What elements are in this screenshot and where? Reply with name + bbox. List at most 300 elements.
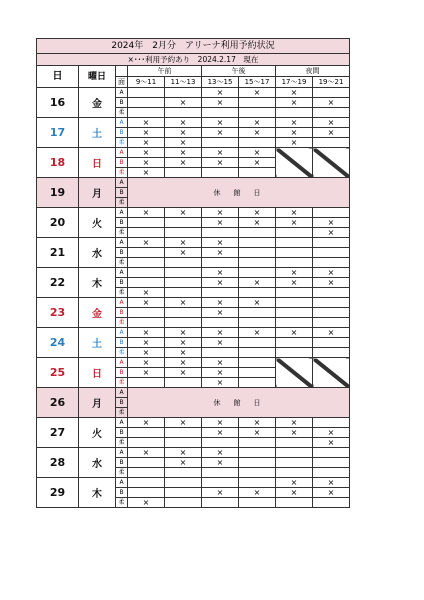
slot-cell: [239, 498, 276, 508]
slot-cell: [165, 318, 202, 328]
slot-cell: [165, 258, 202, 268]
slot-cell: [165, 478, 202, 488]
slot-cell: [313, 138, 350, 148]
table-body: [37, 88, 350, 508]
facility-label: 柔: [116, 228, 128, 238]
slot-cell: [313, 458, 350, 468]
table-row: [37, 448, 350, 458]
slot-cell: [239, 258, 276, 268]
slot-cell: ×: [239, 88, 276, 98]
unavailable-slot: [276, 148, 313, 178]
slot-cell: ×: [202, 328, 239, 338]
facility-label: A: [116, 358, 128, 368]
slot-cell: ×: [276, 488, 313, 498]
slot-cell: [165, 288, 202, 298]
slot-cell: [128, 108, 165, 118]
table-row: [37, 238, 350, 248]
slot-cell: ×: [202, 428, 239, 438]
weekday: 金: [79, 298, 116, 328]
facility-label: 柔: [116, 198, 128, 208]
slot-cell: [165, 428, 202, 438]
slot-cell: [313, 208, 350, 218]
slot-header: 13～15: [202, 77, 239, 88]
slot-cell: ×: [165, 138, 202, 148]
facility-label: B: [116, 338, 128, 348]
slot-cell: [239, 458, 276, 468]
slot-cell: [313, 288, 350, 298]
slot-cell: [313, 338, 350, 348]
facility-label: A: [116, 118, 128, 128]
day-number: 29: [37, 478, 79, 508]
slot-cell: ×: [239, 298, 276, 308]
slot-cell: [239, 358, 276, 368]
day-number: 20: [37, 208, 79, 238]
slot-cell: [239, 318, 276, 328]
slot-cell: ×: [165, 368, 202, 378]
slot-cell: ×: [202, 118, 239, 128]
table-row: [37, 268, 350, 278]
slot-cell: [239, 478, 276, 488]
slot-cell: ×: [202, 88, 239, 98]
slot-cell: ×: [276, 218, 313, 228]
slot-cell: ×: [313, 218, 350, 228]
slot-cell: ×: [165, 238, 202, 248]
slot-cell: [313, 258, 350, 268]
slot-cell: [276, 248, 313, 258]
slot-cell: [165, 218, 202, 228]
slot-cell: [128, 488, 165, 498]
slot-cell: ×: [202, 338, 239, 348]
facility-label: B: [116, 488, 128, 498]
facility-label: 柔: [116, 408, 128, 418]
weekday: 木: [79, 268, 116, 298]
slot-cell: [239, 368, 276, 378]
day-number: 16: [37, 88, 79, 118]
day-number: 26: [37, 388, 79, 418]
slot-cell: ×: [313, 438, 350, 448]
facility-label: B: [116, 278, 128, 288]
slot-cell: ×: [128, 158, 165, 168]
slot-cell: [276, 348, 313, 358]
slot-cell: [239, 238, 276, 248]
slot-cell: [276, 498, 313, 508]
facility-label: 柔: [116, 108, 128, 118]
day-number: 25: [37, 358, 79, 388]
facility-label: B: [116, 248, 128, 258]
slot-cell: ×: [165, 358, 202, 368]
slot-cell: [128, 438, 165, 448]
table-row: [37, 358, 350, 368]
slot-cell: ×: [165, 148, 202, 158]
facility-label: 柔: [116, 288, 128, 298]
weekday: 月: [79, 388, 116, 418]
slot-cell: ×: [313, 268, 350, 278]
slot-cell: ×: [313, 478, 350, 488]
slot-cell: ×: [202, 458, 239, 468]
slot-cell: ×: [128, 448, 165, 458]
slot-cell: ×: [239, 428, 276, 438]
slot-cell: [128, 278, 165, 288]
slot-cell: ×: [313, 98, 350, 108]
facility-label: 柔: [116, 468, 128, 478]
slot-cell: ×: [128, 238, 165, 248]
facility-label: A: [116, 478, 128, 488]
slot-cell: [202, 438, 239, 448]
slot-cell: ×: [313, 328, 350, 338]
slot-cell: ×: [128, 368, 165, 378]
slot-cell: [128, 228, 165, 238]
facility-label: B: [116, 218, 128, 228]
slot-cell: ×: [128, 498, 165, 508]
table-row: [37, 208, 350, 218]
col-facility-header: 面: [116, 77, 128, 88]
slot-cell: ×: [128, 168, 165, 178]
slot-cell: ×: [202, 448, 239, 458]
slot-cell: [239, 468, 276, 478]
slot-cell: [165, 378, 202, 388]
day-number: 18: [37, 148, 79, 178]
slot-cell: [202, 138, 239, 148]
table-row: [37, 388, 350, 398]
weekday: 水: [79, 448, 116, 478]
slot-cell: [276, 238, 313, 248]
slot-cell: ×: [202, 158, 239, 168]
unavailable-slot: [313, 358, 350, 388]
facility-label: 柔: [116, 498, 128, 508]
slot-cell: ×: [202, 488, 239, 498]
morning-header: 午前: [128, 66, 202, 77]
weekday: 火: [79, 208, 116, 238]
slot-cell: ×: [128, 418, 165, 428]
slot-cell: [165, 168, 202, 178]
slot-cell: [202, 478, 239, 488]
slot-cell: [165, 308, 202, 318]
slot-cell: ×: [165, 158, 202, 168]
slot-cell: [128, 98, 165, 108]
slot-cell: [165, 438, 202, 448]
slot-header: 17～19: [276, 77, 313, 88]
slot-cell: [313, 108, 350, 118]
facility-label: 柔: [116, 318, 128, 328]
slot-cell: [128, 248, 165, 258]
slot-cell: [276, 468, 313, 478]
slot-cell: [313, 318, 350, 328]
reservation-table: [36, 38, 350, 508]
slot-cell: ×: [202, 128, 239, 138]
slot-cell: [128, 318, 165, 328]
slot-cell: ×: [239, 488, 276, 498]
slot-cell: ×: [202, 378, 239, 388]
slot-cell: ×: [276, 478, 313, 488]
slot-cell: [128, 468, 165, 478]
slot-cell: ×: [128, 298, 165, 308]
slot-cell: [239, 168, 276, 178]
day-number: 23: [37, 298, 79, 328]
slot-cell: ×: [239, 128, 276, 138]
facility-label: 柔: [116, 378, 128, 388]
slot-cell: ×: [165, 458, 202, 468]
slot-cell: ×: [313, 118, 350, 128]
slot-cell: ×: [276, 208, 313, 218]
slot-cell: [202, 288, 239, 298]
slot-cell: [313, 88, 350, 98]
facility-label: A: [116, 178, 128, 188]
facility-label: A: [116, 238, 128, 248]
slot-cell: ×: [128, 328, 165, 338]
slot-cell: [202, 108, 239, 118]
slot-cell: ×: [313, 128, 350, 138]
slot-cell: [239, 338, 276, 348]
slot-cell: ×: [202, 278, 239, 288]
facility-label: A: [116, 388, 128, 398]
slot-cell: [313, 348, 350, 358]
closed-day-label: 休 館 日: [128, 388, 350, 418]
slot-cell: [276, 438, 313, 448]
facility-label: A: [116, 418, 128, 428]
facility-label: 柔: [116, 348, 128, 358]
weekday: 水: [79, 238, 116, 268]
slot-cell: ×: [165, 418, 202, 428]
slot-cell: [239, 248, 276, 258]
slot-cell: ×: [239, 328, 276, 338]
slot-cell: [276, 228, 313, 238]
slot-cell: ×: [202, 248, 239, 258]
slot-cell: ×: [239, 418, 276, 428]
day-number: 21: [37, 238, 79, 268]
slot-cell: ×: [276, 268, 313, 278]
unavailable-slot: [276, 358, 313, 388]
slot-cell: ×: [202, 358, 239, 368]
slot-cell: [313, 448, 350, 458]
slot-cell: ×: [313, 278, 350, 288]
slot-cell: ×: [276, 428, 313, 438]
slot-cell: ×: [276, 328, 313, 338]
slot-cell: [276, 338, 313, 348]
slot-cell: [239, 448, 276, 458]
slot-cell: [239, 348, 276, 358]
slot-header: 11～13: [165, 77, 202, 88]
slot-cell: ×: [128, 128, 165, 138]
slot-cell: [202, 468, 239, 478]
slot-cell: ×: [202, 418, 239, 428]
afternoon-header: 午後: [202, 66, 276, 77]
day-number: 19: [37, 178, 79, 208]
day-number: 27: [37, 418, 79, 448]
slot-cell: ×: [128, 138, 165, 148]
weekday: 日: [79, 358, 116, 388]
facility-label: A: [116, 148, 128, 158]
slot-cell: [128, 268, 165, 278]
slot-cell: [202, 498, 239, 508]
slot-cell: [202, 258, 239, 268]
facility-label: 柔: [116, 168, 128, 178]
slot-cell: [276, 458, 313, 468]
facility-label: B: [116, 188, 128, 198]
slot-cell: [276, 108, 313, 118]
slot-cell: ×: [276, 118, 313, 128]
slot-cell: ×: [128, 118, 165, 128]
slot-cell: ×: [202, 238, 239, 248]
page-title: 2024年 2月分 アリーナ利用予約状況: [37, 39, 350, 54]
slot-cell: [128, 218, 165, 228]
slot-cell: ×: [165, 118, 202, 128]
slot-cell: [239, 138, 276, 148]
slot-cell: ×: [165, 348, 202, 358]
slot-cell: [276, 258, 313, 268]
slot-cell: [276, 298, 313, 308]
slot-cell: ×: [239, 208, 276, 218]
slot-cell: ×: [239, 158, 276, 168]
facility-label: B: [116, 368, 128, 378]
slot-cell: [165, 498, 202, 508]
slot-cell: [313, 418, 350, 428]
slot-cell: [128, 258, 165, 268]
slot-cell: [128, 428, 165, 438]
facility-label: B: [116, 308, 128, 318]
table-row: [37, 118, 350, 128]
night-header: 夜間: [276, 66, 350, 77]
slot-cell: [239, 98, 276, 108]
legend-note: ×･･･利用予約あり 2024.2.17 現在: [37, 54, 350, 66]
slot-cell: [202, 228, 239, 238]
slot-cell: ×: [239, 278, 276, 288]
weekday: 日: [79, 148, 116, 178]
slot-cell: [239, 288, 276, 298]
slot-cell: [313, 238, 350, 248]
slot-cell: ×: [276, 278, 313, 288]
slot-cell: [239, 268, 276, 278]
slot-cell: [128, 378, 165, 388]
slot-cell: ×: [128, 208, 165, 218]
slot-cell: ×: [313, 428, 350, 438]
slot-cell: ×: [239, 148, 276, 158]
slot-cell: ×: [202, 268, 239, 278]
slot-cell: [128, 308, 165, 318]
facility-label: B: [116, 398, 128, 408]
closed-day-label: 休 館 日: [128, 178, 350, 208]
slot-header: 9～11: [128, 77, 165, 88]
slot-cell: [165, 488, 202, 498]
table-row: [37, 178, 350, 188]
slot-cell: [239, 438, 276, 448]
slot-header: 15～17: [239, 77, 276, 88]
slot-cell: [165, 268, 202, 278]
slot-cell: [202, 168, 239, 178]
day-number: 17: [37, 118, 79, 148]
col-weekday-header: 曜日: [79, 66, 116, 88]
table-row: [37, 88, 350, 98]
weekday: 金: [79, 88, 116, 118]
slot-cell: ×: [165, 328, 202, 338]
day-number: 28: [37, 448, 79, 478]
facility-label: A: [116, 328, 128, 338]
slot-cell: [128, 478, 165, 488]
slot-cell: ×: [165, 208, 202, 218]
slot-cell: ×: [313, 228, 350, 238]
slot-cell: ×: [202, 298, 239, 308]
day-number: 22: [37, 268, 79, 298]
slot-cell: [128, 88, 165, 98]
table-row: [37, 298, 350, 308]
col-day-header: 日: [37, 66, 79, 88]
slot-cell: [165, 108, 202, 118]
slot-cell: [239, 108, 276, 118]
slot-cell: ×: [165, 448, 202, 458]
facility-label: A: [116, 88, 128, 98]
slot-cell: ×: [128, 358, 165, 368]
slot-cell: ×: [128, 288, 165, 298]
slot-cell: ×: [165, 338, 202, 348]
slot-cell: [313, 298, 350, 308]
slot-cell: [202, 318, 239, 328]
facility-label: A: [116, 268, 128, 278]
slot-cell: [165, 88, 202, 98]
table-row: [37, 478, 350, 488]
weekday: 火: [79, 418, 116, 448]
slot-cell: [239, 308, 276, 318]
slot-cell: ×: [165, 248, 202, 258]
unavailable-slot: [313, 148, 350, 178]
slot-cell: ×: [239, 118, 276, 128]
slot-cell: [276, 288, 313, 298]
facility-label: B: [116, 98, 128, 108]
facility-label: 柔: [116, 438, 128, 448]
slot-cell: [313, 498, 350, 508]
slot-cell: ×: [202, 208, 239, 218]
weekday: 土: [79, 118, 116, 148]
slot-cell: ×: [128, 338, 165, 348]
facility-label: 柔: [116, 258, 128, 268]
facility-label: A: [116, 298, 128, 308]
facility-label: 柔: [116, 138, 128, 148]
slot-cell: [313, 248, 350, 258]
slot-cell: ×: [276, 88, 313, 98]
slot-cell: ×: [202, 148, 239, 158]
slot-cell: [202, 348, 239, 358]
slot-cell: ×: [165, 298, 202, 308]
slot-cell: [239, 378, 276, 388]
facility-label: B: [116, 158, 128, 168]
slot-cell: ×: [202, 308, 239, 318]
slot-cell: [165, 278, 202, 288]
slot-cell: [276, 308, 313, 318]
day-number: 24: [37, 328, 79, 358]
slot-cell: ×: [276, 98, 313, 108]
slot-cell: [276, 448, 313, 458]
slot-cell: ×: [276, 128, 313, 138]
slot-cell: [313, 308, 350, 318]
slot-cell: ×: [128, 148, 165, 158]
slot-cell: ×: [202, 368, 239, 378]
slot-cell: [313, 468, 350, 478]
slot-cell: ×: [239, 218, 276, 228]
table-row: [37, 148, 350, 158]
facility-label: A: [116, 448, 128, 458]
facility-label: B: [116, 458, 128, 468]
weekday: 月: [79, 178, 116, 208]
slot-cell: ×: [165, 128, 202, 138]
slot-cell: ×: [165, 98, 202, 108]
slot-cell: ×: [313, 488, 350, 498]
blank-header: [116, 66, 128, 77]
slot-cell: ×: [202, 218, 239, 228]
slot-cell: ×: [128, 348, 165, 358]
slot-cell: ×: [202, 98, 239, 108]
slot-cell: ×: [276, 138, 313, 148]
weekday: 木: [79, 478, 116, 508]
table-row: [37, 328, 350, 338]
slot-cell: [165, 228, 202, 238]
